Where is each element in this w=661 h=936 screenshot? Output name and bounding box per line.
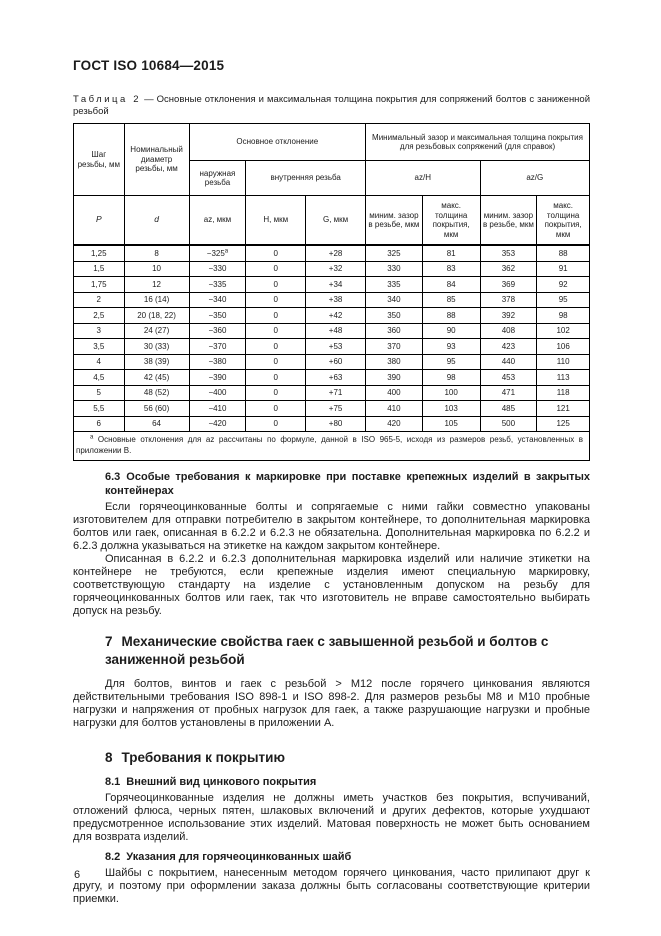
- header-az-mkm: az, мкм: [189, 196, 246, 246]
- table-cell: +53: [306, 339, 366, 355]
- table-cell: 353: [480, 245, 537, 261]
- table-cell: 113: [537, 370, 590, 386]
- table-cell: 0: [246, 354, 306, 370]
- table-cell: 88: [537, 245, 590, 261]
- section-7-title: Механические свойства гаек с завышенной резьбой и болтов с заниженной резьбой: [105, 634, 549, 667]
- table-cell: 0: [246, 323, 306, 339]
- page-title: ГОСТ ISO 10684—2015: [73, 58, 225, 73]
- table-cell: 0: [246, 292, 306, 308]
- section-8-1-title: Внешний вид цинкового покрытия: [126, 775, 317, 788]
- table-cell: 38 (39): [124, 354, 189, 370]
- table-cell: 1,5: [74, 261, 125, 277]
- header-min-clearance-h: миним. зазор в резьбе, мкм: [366, 196, 423, 246]
- cell-footnote-marker: a: [224, 247, 229, 254]
- table-cell: 98: [537, 308, 590, 324]
- table-cell: 420: [366, 416, 423, 432]
- header-clearance-group: Минимальный зазор и максимальная толщина покрытия для резьбовых сопряжений (для справок): [366, 124, 590, 161]
- table-row: [74, 354, 590, 370]
- table-cell: 369: [480, 277, 537, 293]
- table-cell: 330: [366, 261, 423, 277]
- table-cell: 392: [480, 308, 537, 324]
- table-cell: 106: [537, 339, 590, 355]
- header-max-thickness-g: макс. толщина покрытия, мкм: [537, 196, 590, 246]
- table-cell: 20 (18, 22): [124, 308, 189, 324]
- section-8-title: Требования к покрытию: [121, 750, 285, 765]
- section-6-3-heading: [105, 470, 590, 498]
- table-cell: 423: [480, 339, 537, 355]
- table-cell: 362: [480, 261, 537, 277]
- section-8-number: 8: [105, 750, 113, 765]
- table-cell: 110: [537, 354, 590, 370]
- section-8-1-heading: [105, 775, 590, 789]
- table-cell: 125: [537, 416, 590, 432]
- table-row: [74, 370, 590, 386]
- header-h-mkm: H, мкм: [246, 196, 306, 246]
- table-cell: 3: [74, 323, 125, 339]
- table-row-group: [74, 339, 590, 386]
- table-cell: 103: [422, 401, 480, 417]
- table-cell: +80: [306, 416, 366, 432]
- table-cell: 5: [74, 385, 125, 401]
- table-caption: [73, 94, 590, 117]
- table-cell: −330: [189, 261, 246, 277]
- table-cell: 370: [366, 339, 423, 355]
- table-cell: 105: [422, 416, 480, 432]
- table-cell: 118: [537, 385, 590, 401]
- section-8-2-title: Указания для горячеоцинкованных шайб: [126, 850, 352, 863]
- table-cell: 0: [246, 416, 306, 432]
- table-cell: 1,75: [74, 277, 125, 293]
- table-cell: 4,5: [74, 370, 125, 386]
- table-cell: 378: [480, 292, 537, 308]
- section-7-heading: [105, 633, 583, 668]
- table-cell: 440: [480, 354, 537, 370]
- header-max-thickness-h: макс. толщина покрытия, мкм: [422, 196, 480, 246]
- section-8-1-paragraph-1: Горячеоцинкованные изделия не должны иметь участков без покрытия, вспучиваний, отложений флюса, черных пятен, шлаковых включений и других дефектов, которые ухудшают предусмотренное использование этих изделий. Матовая поверхность не может быть основанием для возврата изделий.: [73, 791, 590, 843]
- section-8-2-number: 8.2: [105, 850, 121, 863]
- table-cell: 64: [124, 416, 189, 432]
- table-cell: 95: [537, 292, 590, 308]
- section-6-3-title: Особые требования к маркировке при поставке крепежных изделий в закрытых контейнерах: [105, 471, 590, 497]
- header-az-h: az/H: [366, 161, 481, 196]
- table-cell: −390: [189, 370, 246, 386]
- table-cell: 0: [246, 261, 306, 277]
- table-cell: 471: [480, 385, 537, 401]
- header-external-thread: наружная резьба: [189, 161, 246, 196]
- table-row: [74, 277, 590, 293]
- table-cell: 30 (33): [124, 339, 189, 355]
- table-row: [74, 339, 590, 355]
- table-cell: 335: [366, 277, 423, 293]
- table-footnote-cell: [74, 432, 590, 461]
- table-cell: 390: [366, 370, 423, 386]
- table-caption-dash: —: [144, 94, 154, 105]
- table-cell: 100: [422, 385, 480, 401]
- section-8-1-number: 8.1: [105, 775, 121, 788]
- table-cell: 350: [366, 308, 423, 324]
- table-caption-text: Основные отклонения и максимальная толщина покрытия для сопряжений болтов с заниженной резьбой: [73, 94, 591, 117]
- table-cell: +42: [306, 308, 366, 324]
- table-cell: 24 (27): [124, 323, 189, 339]
- section-8-heading: [105, 749, 590, 767]
- table-cell: +71: [306, 385, 366, 401]
- header-internal-thread: внутренняя резьба: [246, 161, 366, 196]
- table-cell: +63: [306, 370, 366, 386]
- table-cell: 2,5: [74, 308, 125, 324]
- table-cell: 500: [480, 416, 537, 432]
- table-cell: 0: [246, 401, 306, 417]
- footnote-text: Основные отклонения для az рассчитаны по формуле, данной в ISO 965-5, исходя из размеров резьб, установленных в приложении B.: [76, 435, 583, 455]
- table-row: [74, 323, 590, 339]
- table-cell: 92: [537, 277, 590, 293]
- table-cell: 408: [480, 323, 537, 339]
- table-cell: −420: [189, 416, 246, 432]
- header-thread-pitch: Шаг резьбы, мм: [74, 124, 125, 196]
- table-cell: 48 (52): [124, 385, 189, 401]
- table-cell: −350: [189, 308, 246, 324]
- table-cell: 84: [422, 277, 480, 293]
- tolerance-table: [73, 123, 590, 461]
- table-row: [74, 385, 590, 401]
- table-cell: −340: [189, 292, 246, 308]
- table-cell: 5,5: [74, 401, 125, 417]
- table-row: [74, 261, 590, 277]
- header-symbol-d: d: [124, 196, 189, 246]
- table-footnote-row: [74, 432, 590, 461]
- table-cell: −410: [189, 401, 246, 417]
- table-cell: 0: [246, 385, 306, 401]
- table-cell: −335: [189, 277, 246, 293]
- header-symbol-p: P: [74, 196, 125, 246]
- table-footnote: [76, 435, 583, 456]
- table-cell: 98: [422, 370, 480, 386]
- table-cell: 102: [537, 323, 590, 339]
- table-cell: 0: [246, 245, 306, 261]
- table-row: [74, 245, 590, 261]
- table-cell: 453: [480, 370, 537, 386]
- table-cell: +38: [306, 292, 366, 308]
- table-cell: 93: [422, 339, 480, 355]
- table-cell: 0: [246, 370, 306, 386]
- table-cell: +28: [306, 245, 366, 261]
- table-cell: 90: [422, 323, 480, 339]
- table-cell: 2: [74, 292, 125, 308]
- table-cell: 91: [537, 261, 590, 277]
- table-cell: 95: [422, 354, 480, 370]
- table-cell: −380: [189, 354, 246, 370]
- table-cell: +32: [306, 261, 366, 277]
- table-cell: 380: [366, 354, 423, 370]
- table-row: [74, 401, 590, 417]
- section-7-paragraph-1: Для болтов, винтов и гаек с резьбой > М12 после горячего цинкования являются действительными требования ISO 898-1 и ISO 898-2. Для размеров резьбы М8 и М10 пробные нагрузки и напряжения от пробных нагрузок для гаек, а также разрушающие нагрузки и пробные нагрузки для болтов установлены в приложении А.: [73, 678, 590, 729]
- table-cell: 85: [422, 292, 480, 308]
- section-7-number: 7: [105, 634, 113, 649]
- table-cell: 16 (14): [124, 292, 189, 308]
- table-cell: 1,25: [74, 245, 125, 261]
- table-cell: 410: [366, 401, 423, 417]
- table-cell: +34: [306, 277, 366, 293]
- section-6-3-paragraph-2: Описанная в 6.2.2 и 6.2.3 дополнительная маркировка изделий или наличие этикетки на контейнере не требуются, если крепежные изделия имеют специальную маркировку, соответствующую стандарту на изделие с установленным допуском на резьбу для горячеоцинкованных болтов или гаек, так что изготовитель не вправе самостоятельно выбирать допуск на резьбу.: [73, 553, 590, 617]
- table-cell: 3,5: [74, 339, 125, 355]
- header-nominal-diameter: Номинальный диаметр резьбы, мм: [124, 124, 189, 196]
- section-8-2-heading: [105, 850, 590, 864]
- table-cell: 0: [246, 277, 306, 293]
- table-cell: 0: [246, 308, 306, 324]
- header-basic-deviation-group: Основное отклонение: [189, 124, 365, 161]
- table-header: [74, 124, 590, 246]
- table-cell: −370: [189, 339, 246, 355]
- table-row: [74, 292, 590, 308]
- table-cell: 400: [366, 385, 423, 401]
- table-cell: 485: [480, 401, 537, 417]
- table-row-group: [74, 292, 590, 339]
- footnote-marker: a: [90, 434, 94, 441]
- table-cell: −360: [189, 323, 246, 339]
- table-cell: 325: [366, 245, 423, 261]
- table-cell: 8: [124, 245, 189, 261]
- table-cell: +75: [306, 401, 366, 417]
- table-cell: −400: [189, 385, 246, 401]
- table-cell: $-325^a$: [189, 245, 246, 261]
- table-cell: 56 (60): [124, 401, 189, 417]
- table-cell: 10: [124, 261, 189, 277]
- section-8-2-paragraph-1: Шайбы с покрытием, нанесенным методом горячего цинкования, часто прилипают друг к другу, и поэтому при оформлении заказа должны быть согласованы соответствующие критерии приемки.: [73, 866, 590, 905]
- table-cell: +48: [306, 323, 366, 339]
- table-cell: 6: [74, 416, 125, 432]
- table-row-group: [74, 245, 590, 292]
- table-cell: 42 (45): [124, 370, 189, 386]
- header-az-g: az/G: [480, 161, 589, 196]
- header-g-mkm: G, мкм: [306, 196, 366, 246]
- table-cell: +60: [306, 354, 366, 370]
- table-caption-label: Таблица 2: [73, 94, 142, 105]
- header-min-clearance-g: миним. зазор в резьбе, мкм: [480, 196, 537, 246]
- table-row-group: [74, 385, 590, 432]
- table-row: [74, 308, 590, 324]
- section-6-3-number: 6.3: [105, 471, 121, 483]
- table-cell: 340: [366, 292, 423, 308]
- table-cell: 0: [246, 339, 306, 355]
- page-number: 6: [74, 869, 81, 881]
- table-cell: 4: [74, 354, 125, 370]
- table-cell: 81: [422, 245, 480, 261]
- table-cell: 360: [366, 323, 423, 339]
- table-row: [74, 416, 590, 432]
- table-cell: 83: [422, 261, 480, 277]
- table-cell: 88: [422, 308, 480, 324]
- table-cell: 12: [124, 277, 189, 293]
- table-cell: 121: [537, 401, 590, 417]
- section-6-3-paragraph-1: Если горячеоцинкованные болты и сопрягаемые с ними гайки совместно упакованы изготовителем для отправки потребителю в закрытом контейнере, то дополнительная маркировка болтов или гаек, описанная в 6.2.2 и 6.2.3 не обязательна. Дополнительная маркировка по 6.2.2 и 6.2.3 должна указываться на этикетке на каждом закрытом контейнере.: [73, 501, 590, 552]
